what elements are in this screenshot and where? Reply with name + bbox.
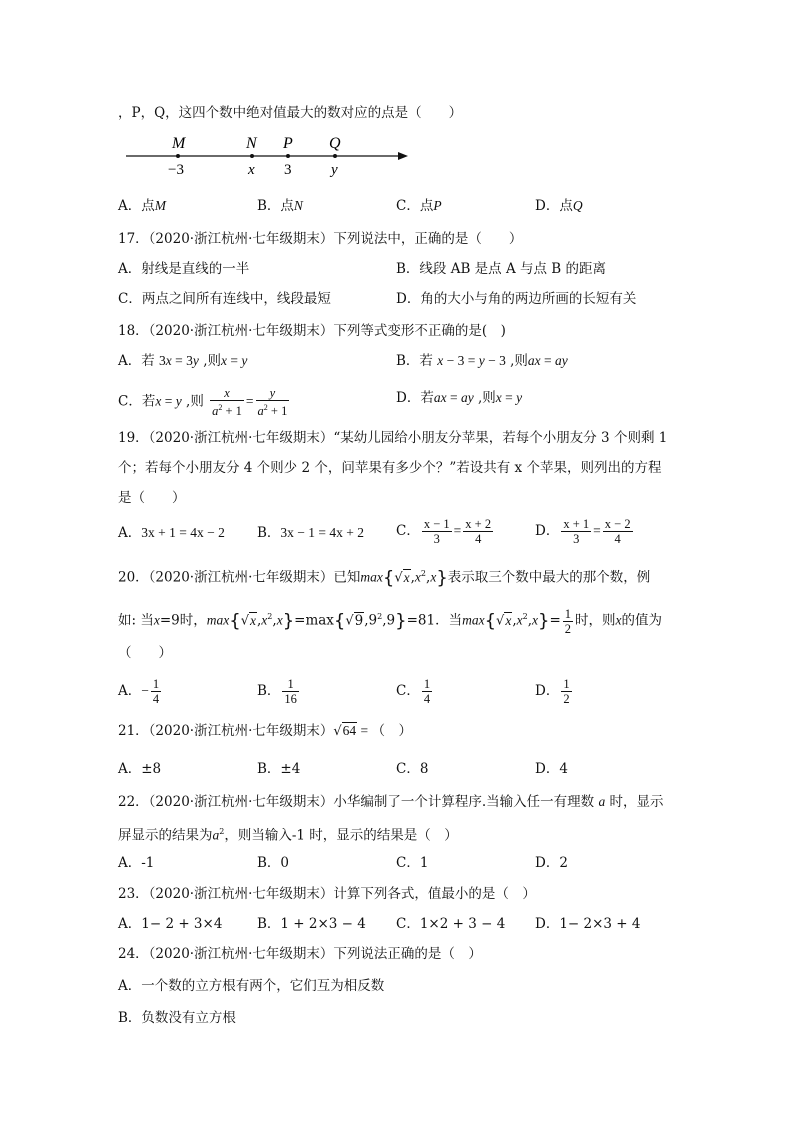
q21-option-d[interactable]: D．4 — [535, 761, 568, 777]
point-q — [333, 154, 337, 158]
q22-line-1: 22．（2020·浙江杭州·七年级期末）小华编制了一个计算程序.当输入任一有理数 a 时，显示 — [118, 794, 664, 810]
value-m: −3 — [168, 162, 184, 178]
q20-line-1: 20．（2020·浙江杭州·七年级期末）已知$\max\{√x,x^2,x\}$表示取三个数中最大的那个数，例 — [118, 567, 651, 589]
point-m — [176, 154, 180, 158]
q19-option-c[interactable]: C． $\frac{x - 1}{3}$ = $\frac{x + 2}{4}$ — [396, 517, 492, 546]
number-line — [118, 128, 418, 180]
q17-stem: 17．（2020·浙江杭州·七年级期末）下列说法中，正确的是（ ） — [118, 231, 523, 247]
q19-line-2: 个；若每个小朋友分 4 个则少 2 个，问苹果有多少个？”若设共有 x 个苹果，则列出的方程 — [118, 460, 662, 476]
q21-option-a[interactable]: A．±8 — [118, 761, 162, 777]
label-m: M — [172, 135, 186, 152]
q18-option-d[interactable]: D．若ax = ay ,则x = y — [396, 390, 523, 406]
q18-option-a[interactable]: A．若 3x = 3y ,则x = y — [118, 353, 248, 369]
q18-option-c[interactable]: C．若x = y ,则 $\frac{x}{a^2 + 1}$ = $\frac{y}{a^2 + 1}$ — [118, 386, 288, 419]
value-n: x — [248, 162, 255, 178]
q19-option-b[interactable]: B．3x − 1 = 4x + 2 — [257, 525, 365, 541]
label-p: P — [283, 135, 293, 152]
q20-option-b[interactable]: B． $\frac{1}{16}$ — [257, 677, 297, 706]
q16-option-c[interactable]: C．点P — [396, 198, 442, 214]
q19-line-3: 是（ ） — [118, 490, 186, 506]
q18-option-b[interactable]: B．若 x − 3 = y − 3 ,则ax = ay — [396, 353, 568, 369]
q23-stem: 23．（2020·浙江杭州·七年级期末）计算下列各式，值最小的是（ ） — [118, 886, 536, 902]
q20-line-2: 如: 当x=9时，$\max\{√x,x^2,x\}=\max\{√9,9^2,9\}=81$．当$\max\{√x,x^2,x\}=$ $\frac{1}{2}$ 时，则x的值为 — [118, 606, 663, 636]
q24-option-b[interactable]: B．负数没有立方根 — [118, 1010, 236, 1026]
q22-option-a[interactable]: A．-1 — [118, 855, 155, 871]
q19-option-a[interactable]: A．3x + 1 = 4x − 2 — [118, 525, 225, 541]
q20-option-a[interactable]: A．− $\frac{1}{4}$ — [118, 677, 160, 706]
q21-stem: 21．（2020·浙江杭州·七年级期末）√64 = （ ） — [118, 723, 413, 739]
q23-option-a[interactable]: A．1− 2 + 3×4 — [118, 916, 223, 932]
q23-option-b[interactable]: B．1 + 2×3 − 4 — [257, 916, 366, 932]
q23-option-d[interactable]: D．1− 2×3 + 4 — [535, 916, 641, 932]
value-q: y — [331, 162, 338, 178]
q17-option-b[interactable]: B．线段 AB 是点 A 与点 B 的距离 — [396, 261, 607, 277]
q17-option-c[interactable]: C．两点之间所有连线中，线段最短 — [118, 291, 331, 307]
q19-line-1: 19．（2020·浙江杭州·七年级期末）“某幼儿园给小朋友分苹果，若每个小朋友分 3 个则剩 1 — [118, 430, 668, 446]
q22-option-d[interactable]: D．2 — [535, 855, 568, 871]
label-q: Q — [329, 135, 341, 152]
q23-option-c[interactable]: C．1×2 + 3 − 4 — [396, 916, 506, 932]
q17-option-a[interactable]: A．射线是直线的一半 — [118, 261, 250, 277]
q20-option-d[interactable]: D． $\frac{1}{2}$ — [535, 677, 570, 706]
q18-stem: 18．（2020·浙江杭州·七年级期末）下列等式变形不正确的是( ) — [118, 323, 506, 339]
q22-option-c[interactable]: C．1 — [396, 855, 429, 871]
q24-stem: 24．（2020·浙江杭州·七年级期末）下列说法正确的是（ ） — [118, 946, 482, 962]
q16-option-d[interactable]: D．点Q — [535, 198, 583, 214]
point-p — [286, 154, 290, 158]
q16-option-a[interactable]: A．点M — [118, 198, 166, 214]
q16-option-b[interactable]: B．点N — [257, 198, 303, 214]
q20-option-c[interactable]: C． $\frac{1}{4}$ — [396, 677, 431, 706]
q24-option-a[interactable]: A．一个数的立方根有两个，它们互为相反数 — [118, 978, 385, 994]
q22-option-b[interactable]: B．0 — [257, 855, 290, 871]
value-p: 3 — [284, 162, 292, 178]
q20-line-3: （ ） — [118, 645, 172, 661]
q16-stem: ，P，Q，这四个数中绝对值最大的数对应的点是（ ） — [118, 105, 463, 121]
q21-option-c[interactable]: C．8 — [396, 761, 429, 777]
q21-option-b[interactable]: B．±4 — [257, 761, 301, 777]
q17-option-d[interactable]: D．角的大小与角的两边所画的长短有关 — [396, 291, 637, 307]
q22-line-2: 屏显示的结果为$a^2$，则当输入-1 时，显示的结果是（ ） — [118, 827, 458, 844]
q19-option-d[interactable]: D． $\frac{x + 1}{3}$ = $\frac{x - 2}{4}$ — [535, 517, 631, 546]
point-n — [250, 154, 254, 158]
label-n: N — [246, 135, 257, 152]
